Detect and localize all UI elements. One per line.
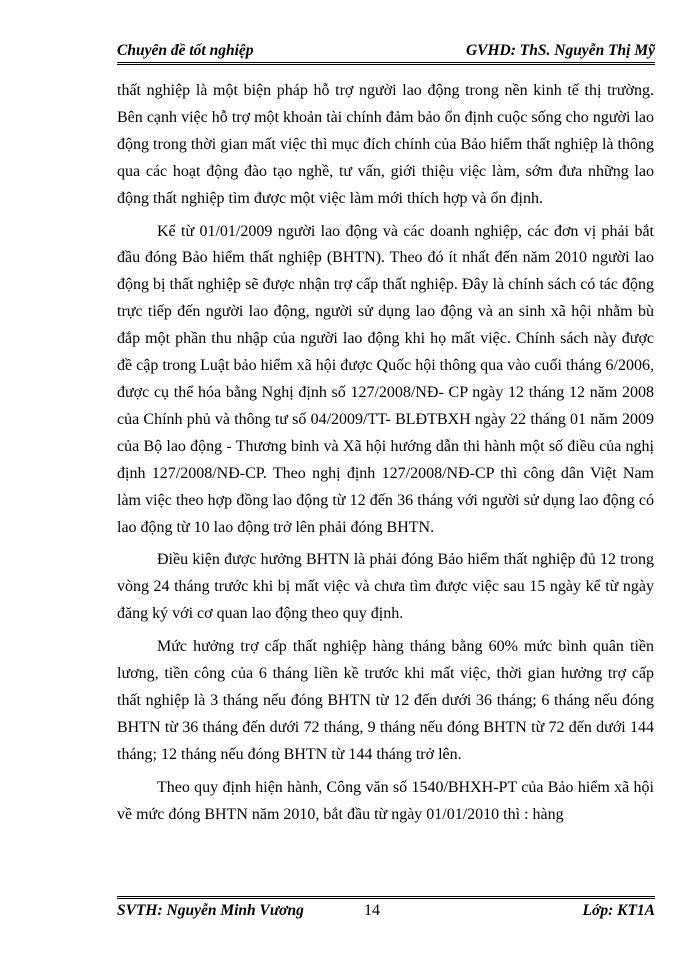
paragraph: Kể từ 01/01/2009 người lao động và các doanh nghiệp, các đơn vị phải bắt đầu đóng Bảo hiểm thất nghiệp (BHTN). Theo đó ít nhất đến năm 2010 người lao động bị thất nghiệp sẽ được nhận trợ cấp thất nghiệp. Đây là chính sách có tác động trực tiếp đến người lao động, người sử dụng lao động và an sinh xã hội nhằm bù đắp một phần thu nhập của người lao động khi họ mất việc. Chính sách này được đề cập trong Luật bảo hiểm xã hội được Quốc hội thông qua vào cuối tháng 6/2006, được cụ thể hóa bằng Nghị định số 127/2008/NĐ- CP ngày 12 tháng 12 năm 2008 của Chính phủ và thông tư số 04/2009/TT- BLĐTBXH ngày 22 tháng 01 năm 2009 của Bộ lao động - Thương binh và Xã hội hướng dẫn thi hành một số điều của nghị định 127/2008/NĐ-CP. Theo nghị định 127/2008/NĐ-CP thì công dân Việt Nam làm việc theo hợp đồng lao động từ 12 đến 36 tháng với người sử dụng lao động có lao động từ 10 lao động trở lên phải đóng BHTN.	[117, 222, 654, 536]
header-advisor: GVHD: ThS. Nguyễn Thị Mỹ	[465, 42, 655, 59]
paragraph: Mức hưởng trợ cấp thất nghiệp hàng tháng bằng 60% mức bình quân tiền lương, tiền công của 6 tháng liền kề trước khi mất việc, thời gian hưởng trợ cấp thất nghiệp là 3 tháng nếu đóng BHTN từ 12 đến dưới 36 tháng; 6 tháng nếu đóng BHTN từ 36 tháng đến dưới 72 tháng, 9 tháng nếu đóng BHTN từ 72 đến dưới 144 tháng; 12 tháng nếu đóng BHTN từ 144 tháng trở lên.	[117, 638, 654, 763]
paragraph: Điều kiện được hưởng BHTN là phải đóng Bảo hiểm thất nghiệp đủ 12 trong vòng 24 tháng trước khi bị mất việc và chưa tìm được việc sau 15 ngày kể từ ngày đăng ký với cơ quan lao động theo quy định.	[117, 551, 654, 623]
footer-student: SVTH: Nguyễn Minh Vương	[117, 902, 304, 919]
paragraph: thất nghiệp là một biện pháp hỗ trợ người lao động trong nền kinh tế thị trường. Bên cạnh việc hỗ trợ một khoản tài chính đảm bảo ổn định cuộc sống cho người lao động trong thời gian mất việc thì mục đích chính của Bảo hiểm thất nghiệp là thông qua các hoạt động đào tạo nghề, tư vấn, giới thiệu việc làm, sớm đưa những lao động thất nghiệp tìm được một việc làm mới thích hợp và ổn định.	[117, 82, 654, 207]
paragraph: Theo quy định hiện hành, Công văn số 1540/BHXH-PT của Bảo hiểm xã hội về mức đóng BHTN năm 2010, bắt đầu từ ngày 01/01/2010 thì : hàng	[117, 778, 654, 823]
footer-class: Lớp: KT1A	[582, 902, 655, 919]
header-divider	[117, 62, 655, 65]
page-number: 14	[364, 902, 380, 919]
page-footer	[117, 902, 655, 924]
document-body	[117, 78, 654, 834]
page-header	[117, 38, 655, 60]
header-title: Chuyên đề tốt nghiệp	[117, 42, 254, 59]
footer-divider	[117, 896, 655, 899]
